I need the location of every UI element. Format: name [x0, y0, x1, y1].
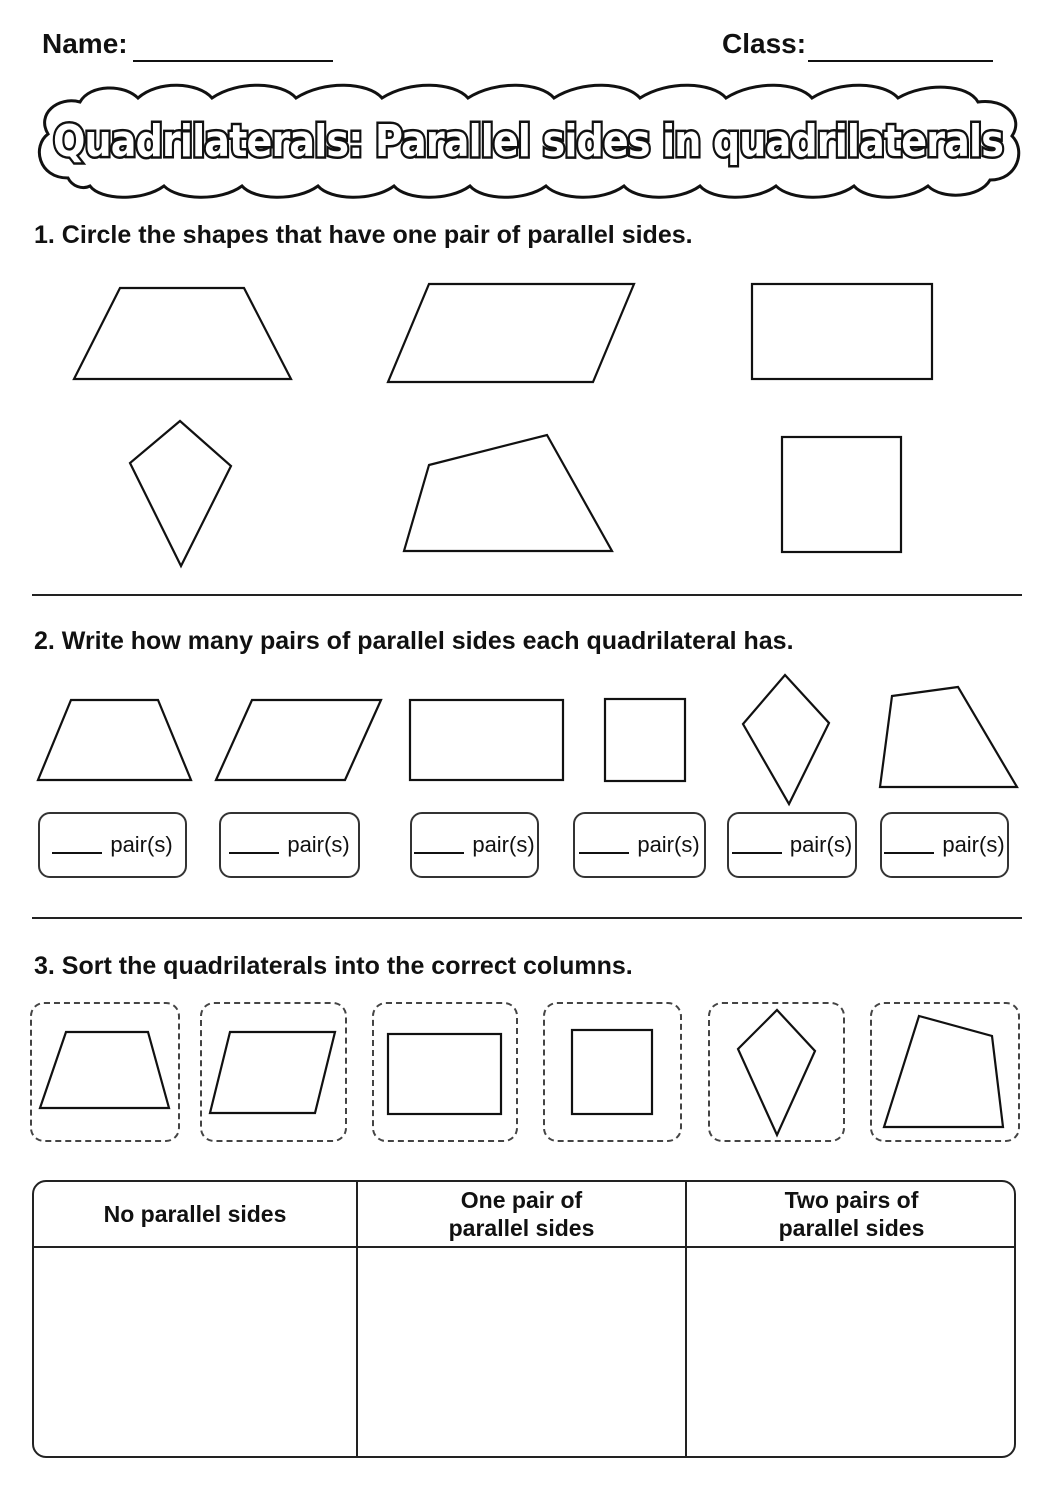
column-header-two-pairs: Two pairs of parallel sides	[778, 1187, 925, 1241]
question-3-prompt: 3. Sort the quadrilaterals into the correct columns.	[34, 952, 633, 980]
column-header-no-parallel: No parallel sides	[103, 1201, 287, 1227]
pair-label: pair(s)	[637, 832, 700, 857]
sorting-table	[32, 1180, 1016, 1458]
trapezoid-shape	[40, 1032, 169, 1108]
column-header-one-pair: One pair of parallel sides	[448, 1187, 595, 1241]
drop-zone-one-pair[interactable]	[358, 1248, 685, 1456]
pair-label: pair(s)	[789, 832, 853, 857]
parallelogram-shape	[210, 1032, 335, 1113]
irregular-quadrilateral-shape	[884, 1016, 1003, 1127]
worksheet-title: Quadrilaterals: Parallel sides in quadrilaterals	[53, 116, 1003, 167]
square-shape	[572, 1030, 652, 1114]
pair-label: pair(s)	[110, 832, 173, 857]
pair-label: pair(s)	[472, 832, 535, 857]
name-label: Name:	[42, 28, 128, 59]
class-label: Class:	[722, 28, 807, 59]
pair-label: pair(s)	[287, 832, 350, 857]
drop-zone-no-parallel[interactable]	[34, 1248, 356, 1456]
question-1-prompt: 1. Circle the shapes that have one pair of parallel sides.	[34, 221, 693, 249]
question-2-prompt: 2. Write how many pairs of parallel sides each quadrilateral has.	[34, 627, 794, 655]
rectangle-shape	[388, 1034, 501, 1114]
drop-zone-two-pairs[interactable]	[687, 1248, 1016, 1456]
kite-shape	[738, 1010, 815, 1135]
pair-label: pair(s)	[942, 832, 1005, 857]
